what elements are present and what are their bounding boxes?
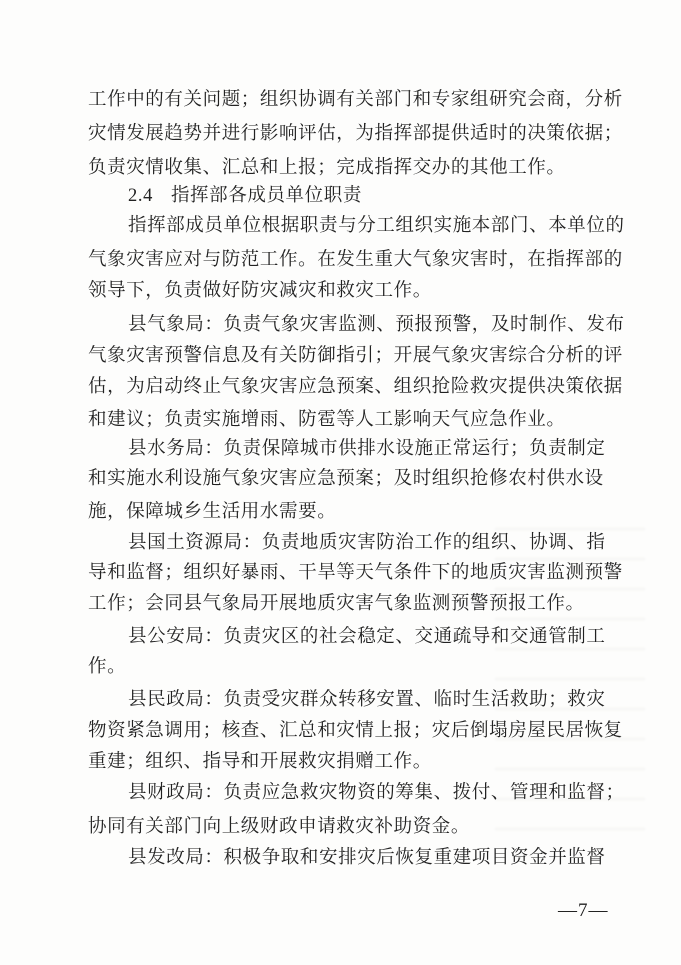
section-heading [128, 181, 362, 211]
text-line: 作。 [88, 656, 127, 677]
text-line: 县民政局：负责受灾群众转移安置、临时生活救助；救灾 [128, 689, 606, 710]
text-line: 气象灾害预警信息及有关防御指引；开展气象灾害综合分析的评 [88, 345, 623, 366]
section-title: 指挥部各成员单位职责 [170, 185, 362, 206]
text-line: 县发改局：积极争取和安排灾后恢复重建项目资金并监督 [128, 847, 606, 868]
text-line: 物资紧急调用；核查、汇总和灾情上报；灾后倒塌房屋民居恢复 [88, 720, 623, 741]
text-line: 负责灾情收集、汇总和上报；完成指挥交办的其他工作。 [88, 157, 566, 178]
section-number: 2.4 [128, 186, 153, 206]
text-line: 指挥部成员单位根据职责与分工组织实施本部门、本单位的 [128, 215, 625, 236]
text-line: 县公安局：负责灾区的社会稳定、交通疏导和交通管制工 [128, 626, 606, 647]
text-line: 领导下，负责做好防灾减灾和救灾工作。 [88, 280, 432, 301]
text-line: 导和监督；组织好暴雨、干旱等天气条件下的地质灾害监测预警 [88, 562, 623, 583]
page-number: —7— [558, 900, 609, 921]
text-line: 气象灾害应对与防范工作。在发生重大气象灾害时，在指挥部的 [88, 249, 623, 270]
text-line: 县财政局：负责应急救灾物资的筹集、拨付、管理和监督； [128, 782, 625, 803]
text-line: 和实施水利设施气象灾害应急预案；及时组织抢修农村供水设 [88, 468, 604, 489]
text-line: 县气象局：负责气象灾害监测、预报预警，及时制作、发布 [128, 314, 625, 335]
text-line: 工作中的有关问题；组织协调有关部门和专家组研究会商，分析 [88, 89, 623, 110]
text-line: 县水务局：负责保障城市供排水设施正常运行；负责制定 [128, 438, 606, 459]
text-line: 重建；组织、指导和开展救灾捐赠工作。 [88, 751, 432, 772]
text-line: 和建议；负责实施增雨、防雹等人工影响天气应急作业。 [88, 409, 566, 430]
text-line: 县国土资源局：负责地质灾害防治工作的组织、协调、指 [128, 532, 606, 553]
text-line: 工作；会同县气象局开展地质灾害气象监测预警预报工作。 [88, 593, 585, 614]
text-line: 施，保障城乡生活用水需要。 [88, 501, 337, 522]
text-line: 灾情发展趋势并进行影响评估，为指挥部提供适时的决策依据； [88, 123, 623, 144]
text-line: 协同有关部门向上级财政申请救灾补助资金。 [88, 816, 471, 837]
text-line: 估，为启动终止气象灾害应急预案、组织抢险救灾提供决策依据 [88, 376, 623, 397]
